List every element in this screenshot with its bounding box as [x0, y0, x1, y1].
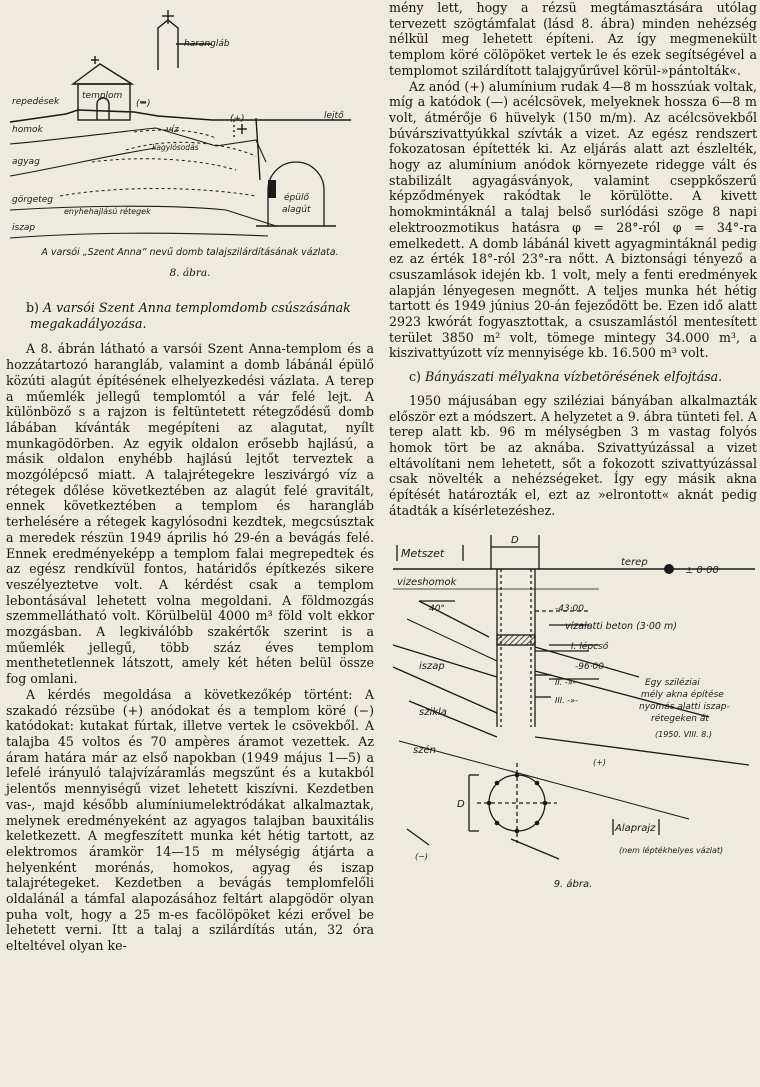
label-szen: szén	[413, 744, 436, 756]
figure-8-number: 8. ábra.	[169, 266, 211, 279]
label-görgeteg: görgeteg	[12, 195, 53, 205]
right-paragraph-1: mény lett, hogy a rézsü megtámasztására utólag tervezett szögtámfalat (lásd 8. ábra) minden nehézség nélkül meg lehetett építeni. Az így megmenekült templom köré cölöpöket vertek le és ezek segítségével a templomot szilárdított talajgyűrűvel körül-»pántolták«.	[389, 0, 757, 78]
label-beton: vízalatti beton (3·00 m)	[565, 620, 677, 632]
figure-8-drawing	[6, 0, 374, 262]
right-paragraph-2: Az anód (+) alumínium rudak 4—8 m hosszúak voltak, míg a katódok (—) acélcsövek, melyeknek hossza 6—8 m volt, átmérője 6 hüvelyk (150 m/m). Az acélcsövekből búvárszivattyúkkal szívták a vizet. Az egész rendszert fokozatosan építették ki. Az eljárás alatt azt észlelték, hogy az alumínium anódok környezete ridegge vált és stabilizált agyagásványok, valamint cseppkőszerű képződmények rakódtak le körülötte. A kivett homokmintáknál a talaj belső surlódási szöge 8 napi elektroozmotikus hatásra φ = 28°-ról φ = 34°-ra emelkedett. A domb lábánál kivett agyagmintáknál pedig ez az érték 18°-ról 23°-ra nőtt. A biztonsági tényező a csuszamlások idején kb. 1 volt, mely a fenti eredmények alapján lényegesen megnőtt. A teljes munka hét hétig tartott és 1949 június 20-án fejeződött be. Ezen idő alatt 2923 kwórát fogyasztottak, a csuszamlástól mentesített terület 3850 m² volt, tömege mintegy 34.000 m³, a kiszivattyúzott víz mennyisége kb. 16.500 m³ volt.	[389, 78, 757, 361]
label-homok: homok	[12, 125, 43, 135]
label-harangláb: harangláb	[184, 39, 230, 49]
label-note5: (1950. VIII. 8.)	[655, 729, 712, 739]
figure-9-drawing	[389, 527, 757, 895]
label-szikla: szikla	[419, 706, 447, 718]
label-note4: rétegeken át	[651, 713, 709, 724]
label-D: D	[511, 534, 519, 546]
label-alaprajz: Alaprajz	[615, 822, 656, 834]
label-lepcso: I. lépcső	[571, 641, 609, 652]
label-III: III. -»-	[555, 695, 578, 705]
label-nemlepteks: (nem léptékhelyes vázlat)	[619, 845, 724, 855]
label-terep: terep	[621, 556, 648, 568]
label-d9600: -96·00	[575, 661, 605, 672]
figure-9	[389, 527, 757, 899]
label-vizeshomok: vizeshomok	[397, 576, 457, 588]
label-note2: mély akna építése	[641, 689, 724, 700]
label-plus: (+)	[593, 757, 606, 767]
label-zero: ± 0·00	[685, 564, 719, 576]
label-note3: nyomás alatti iszap-	[639, 701, 730, 712]
label-d4300: -43·00	[555, 603, 585, 614]
label-lejtő: lejtő	[324, 111, 344, 121]
label-templom: templom	[82, 91, 123, 101]
label-II: II. -»-	[555, 677, 576, 687]
label-metszet: Metszet	[401, 546, 445, 560]
label-iszap: iszap	[12, 223, 36, 233]
left-paragraph-1: A 8. ábrán látható a varsói Szent Anna-templom és a hozzátartozó harangláb, valamint a domb lábánál épülő közúti alagút építésének elhelyezkedési vázlata. A terep a műemlék jellegű templomtól a vár felé lejt. A különböző s a rajzon is feltüntetett rétegződésű domb lábában kívánták megépíteni az alagutat, nyílt munkagödörben. Az egyik oldalon erősebb hajlású, a másik oldalon enyhébb hajlású lejtőt terveztek a mozgólépcső miatt. A talajrétegekre leszivárgó víz a rétegek dőlése következtében az alagút felé gravitált, ennek következtében a templom és harangláb terhelésére a rétegek kagylósodni kezdtek, megcsúsztak a meredek részün 1949 április hó 29-én a bevágás felé. Ennek eredményeképp a templom falai megrepedtek és az egész rendkívül fontos, határidős építkezés sikere veszélyeztetve volt. A kérdést csak a templom lebontásával lehetett volna megoldani. A földmozgás szemmellátható volt. Körülbelül 4000 m³ föld volt ekkor mozgásban. A legkiválóbb szakértők szerint is a műemlék jellegű, több száz éves templom menthetetlennek látszott, amely két héten belül össze fog omlani.	[6, 341, 374, 687]
label-agyag: agyag	[12, 157, 40, 167]
label-alagút: alagút	[282, 205, 311, 215]
figure-9-number: 9. ábra.	[553, 878, 593, 890]
label-víz: víz	[166, 125, 179, 135]
section-c-heading	[389, 369, 757, 385]
right-column	[389, 0, 757, 898]
label-note1: Egy sziléziai	[645, 677, 700, 688]
section-b-label: b)	[26, 300, 39, 315]
label-iszap: iszap	[419, 660, 445, 672]
label-plus: (+)	[230, 114, 245, 124]
right-paragraph-3: 1950 májusában egy sziléziai bányában alkalmazták először ezt a módszert. A helyzetet a 9. ábra tünteti fel. A terep alatt kb. 96 m mélységben 3 m vastag folyós homok tört be az aknába. Szivattyúzással a vizet eltávolítani nem lehetett, sőt a fokozott szivattyúzással csak növelték a nehézségeket. Így egy másik akna építését határozták el, ezt az »elrontott« aknát pedig átadták a kísérletezéshez.	[389, 392, 757, 518]
label-minus: (−)	[136, 99, 151, 109]
figure-8-caption: A varsói „Szent Anna” nevű domb talajszilárdításának vázlata.	[41, 247, 339, 258]
label-kagylósodás: kagylósodás	[152, 143, 199, 152]
label-angle: 40°	[429, 603, 445, 614]
left-column	[6, 0, 374, 954]
section-c-label: c)	[409, 369, 421, 385]
section-b-heading	[6, 300, 374, 331]
label-épülő: épülő	[284, 193, 309, 203]
left-paragraph-2: A kérdés megoldása a következőkép történt: A szakadó rézsübe (+) anódokat és a templom köré (−) katódokat: kutakat fúrtak, illetve vertek le csövekből. A talajba 45 voltos és 70 ampères áramot vezettek. Az áram határa már az első napokban (1949 május 1—5) a lefelé irányuló talajvízáramlás megszűnt és a kutakból jelentős mennyiségű vizet lehetett kiszívni. Kezdetben vas-, majd később alumíniumelektródákat alkalmaztak, melynek eredményeként az agyagos talajban bauxitális keletkezett. A megfeszített munka két hétig tartott, az elektromos áramkör 14—15 m mélységig átjárta a helyenként morénás, homokos, agyag és iszap talajrétegeket. Kezdetben a bevágás templomfelőli oldalánál a támfal alapozásához feltárt alapgödör olyan puha volt, hogy a 25 m-es facölöpöket kézi erővel be lehetett verni. Itt a talaj a szilárdítás után, 32 óra elteltével olyan ke-	[6, 686, 374, 954]
figure-8	[6, 0, 374, 292]
section-b-title: A varsói Szent Anna templomdomb csúszásának megakadályozása.	[30, 300, 351, 331]
section-c-title: Bányászati mélyakna vízbetörésének elfojtása.	[424, 369, 723, 385]
label-enyhe: enyhehajlású rétegek	[64, 207, 151, 216]
label-minus: (−)	[415, 851, 428, 861]
label-D-plan: D	[457, 798, 465, 810]
label-repedések: repedések	[12, 97, 60, 107]
